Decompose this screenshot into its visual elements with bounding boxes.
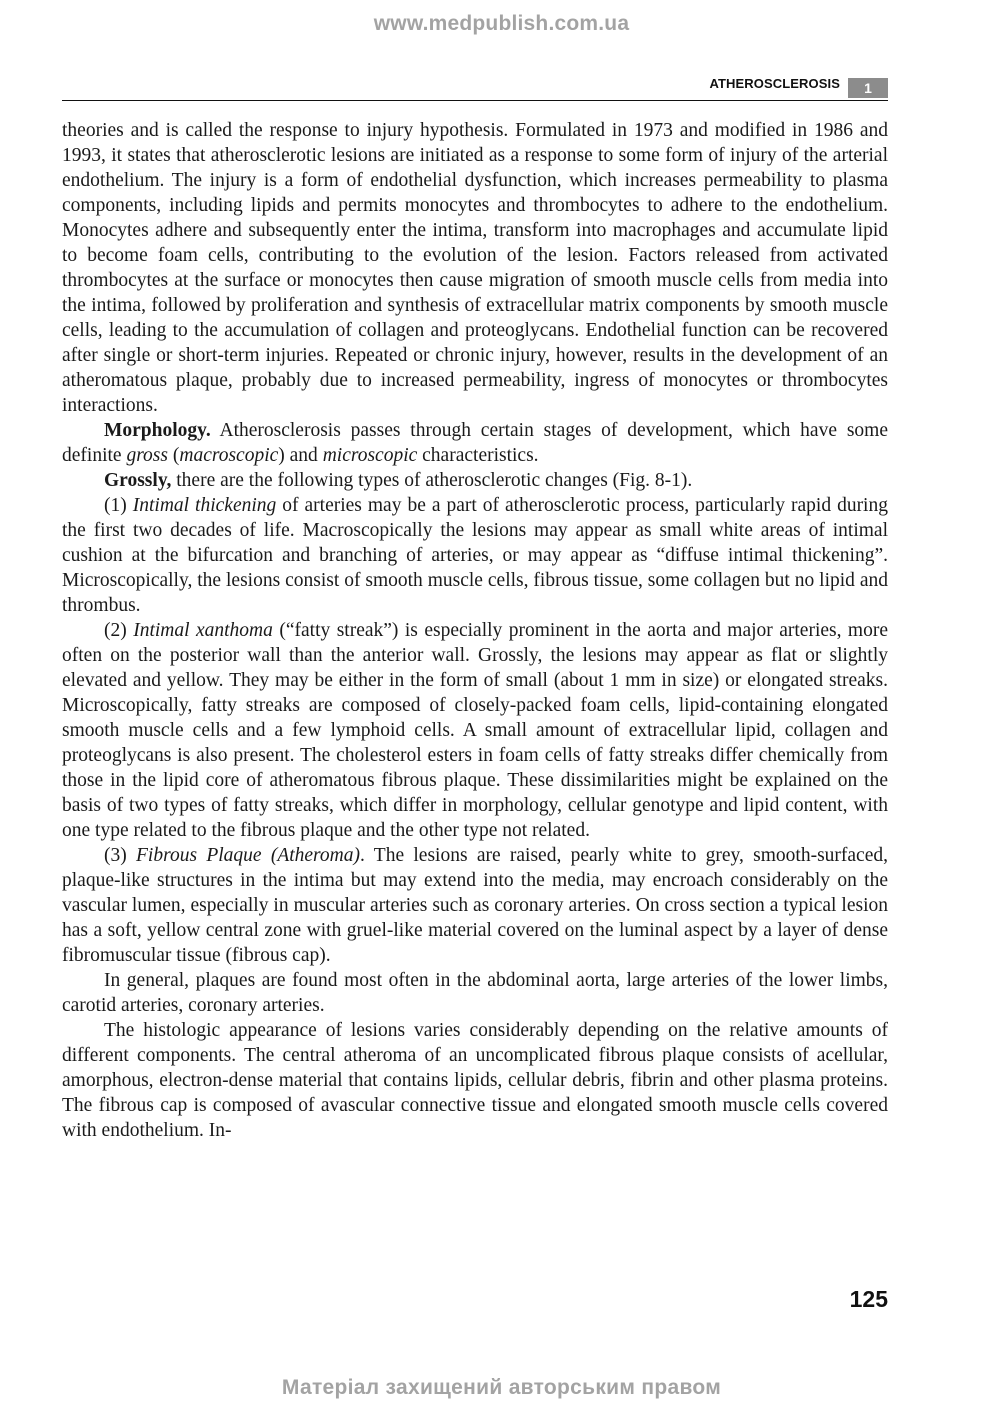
paragraph-histologic-appearance: The histologic appearance of lesions varies considerably depending on the relative amounts of different components. The central atheroma of an uncomplicated fibrous plaque consists of acellular, amorphous, electron-dense material that contains lipids, cellular debris, fibrin and other plasma proteins. The fibrous cap is composed of avascular connective tissue and elongated smooth muscle cells covered with endothelium. In- [62, 1020, 888, 1141]
watermark-bottom: Матеріал захищений авторським правом [281, 1376, 722, 1399]
text-run: of arteries may be a part of atherosclerotic process, particularly rapid during the first two decades of life. Macroscopically the lesions may appear as small white areas of intimal cushion at the bifurcation and branching of arteries, or may appear as “diffuse intimal thickening”. Microscopically, the lesions consist of smooth muscle cells, fibrous tissue, some collagen but no lipid and thrombus. [62, 495, 888, 616]
chapter-number-badge: 1 [848, 78, 888, 98]
paragraph-grossly [62, 468, 888, 493]
running-head [62, 76, 888, 101]
heading-grossly: Grossly, [104, 470, 172, 491]
italic-term: microscopic [322, 445, 418, 466]
text-run: (“fatty streak”) is especially prominent in the aorta and major arteries, more often on the posterior wall than the anterior wall. Grossly, the lesions may appear as flat or slightly elevated and yellow. They may be either in the form of small (about 1 mm in size) or elongated streaks. Microscopically, fatty streaks are composed of closely-packed foam cells, lipid-containing elongated smooth muscle cells and a few lymphoid cells. A small amount of extracellular lipid, collagen and proteoglycans is also present. The cholesterol esters in foam cells of fatty streaks differ chemically from those in the lipid core of atheromatous fibrous plaque. These dissimilarities might be explained on the basis of two types of fatty streaks, which differ in morphology, cellular genotype and lipid content, with one type related to the fibrous plaque and the other type not related. [62, 620, 889, 841]
body-text [62, 118, 888, 1143]
paragraph-plaque-locations: In general, plaques are found most often in the abdominal aorta, large arteries of the lower limbs, carotid arteries, coronary arteries. [62, 970, 888, 1016]
text-run: Atherosclerosis passes through certain stages of development, which have some definite [62, 420, 888, 466]
paragraph-intimal-thickening [62, 493, 888, 618]
paragraph-fibrous-plaque [62, 843, 888, 968]
italic-term: Intimal xanthoma [133, 620, 273, 641]
list-number: (3) [104, 845, 137, 866]
text-run: ) and [278, 445, 323, 466]
list-number: (2) [104, 620, 134, 641]
text-run: there are the following types of atherosclerotic changes (Fig. 8-1). [171, 470, 693, 491]
text-run: ( [167, 445, 180, 466]
paragraph-morphology [62, 418, 888, 468]
page-number: 125 [849, 1286, 888, 1312]
heading-morphology: Morphology. [104, 420, 211, 441]
italic-term: Fibrous Plaque (Atheroma) [136, 845, 360, 866]
list-number: (1) [104, 495, 133, 516]
text-run: . The lesions are raised, pearly white to grey, smooth-surfaced, plaque-like structures in the intima but may extend into the media, may encroach considerably on the vascular lumen, especially in muscular arteries such as coronary arteries. On cross section a typical lesion has a soft, yellow central zone with gruel-like material covered on the luminal aspect by a layer of dense fibromuscular tissue (fibrous cap). [62, 845, 888, 966]
paragraph-intimal-xanthoma [62, 618, 888, 843]
italic-term: Intimal thickening [132, 495, 277, 516]
text-run: characteristics. [417, 445, 539, 466]
italic-term: gross [126, 445, 168, 466]
running-head-title: ATHEROSCLEROSIS [709, 76, 840, 91]
paragraph-response-to-injury: theories and is called the response to injury hypothesis. Formulated in 1973 and modified in 1986 and 1993, it states that atherosclerotic lesions are initiated as a response to some form of injury of the arterial endothelium. The injury is a form of endothelial dysfunction, which increases permeability to plasma components, including lipids and permits monocytes and thrombocytes to adhere to the endothelium. Monocytes adhere and subsequently enter the intima, transform into macrophages and accumulate lipid to become foam cells, contributing to the evolution of the lesion. Factors released from activated thrombocytes at the surface or monocytes then cause migration of smooth muscle cells from media into the intima, followed by proliferation and synthesis of extracellular matrix components by smooth muscle cells, leading to the accumulation of collagen and proteoglycans. Endothelial function can be recovered after single or short-term injuries. Repeated or chronic injury, however, results in the development of an atheromatous plaque, probably due to increased permeability, ingress of monocytes or thrombocytes interactions. [62, 120, 888, 416]
italic-term: macroscopic [179, 445, 279, 466]
watermark-top: www.medpublish.com.ua [373, 12, 630, 35]
